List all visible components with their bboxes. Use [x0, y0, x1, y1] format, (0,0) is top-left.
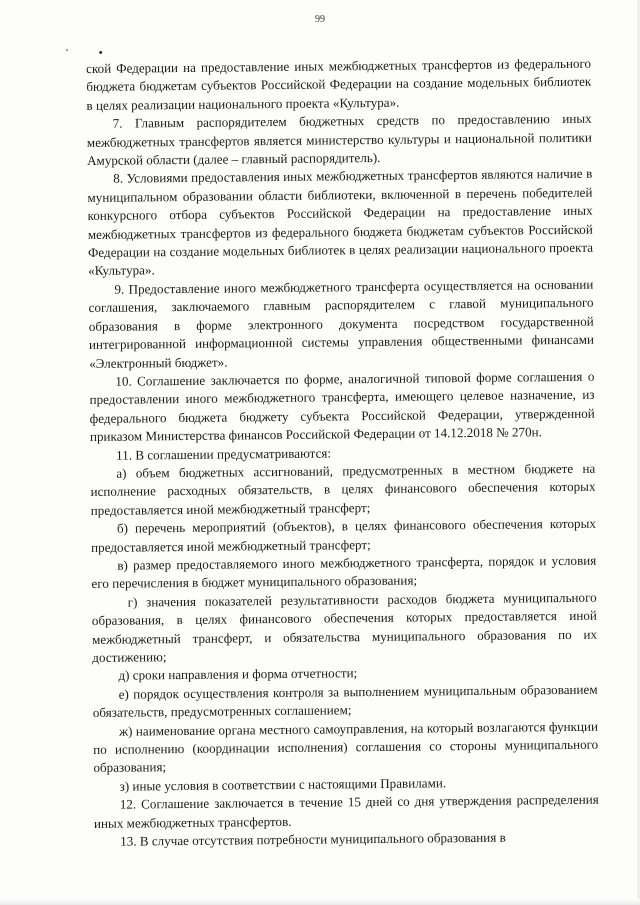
paragraph-8: 8. Условиями предоставления иных межбюджетных трансфертов являются наличие в муниципальном образовании области библиотеки, включенной в перечень победителей конкурсного отбора субъектов Российской Федерации на предоставление иных межбюджетных трансфертов из федерального бюджета бюджетам субъектов Российской Федерации на создание модельных библиотек в целях реализации национального проекта «Культура».	[87, 166, 594, 279]
paragraph-9: 9. Предоставление иного межбюджетного трансферта осуществляется на основании соглашения, заключаемого главным распорядителем с главой муниципального образования в форме электронного документа посредством государственной интегрированной информационной системы управления общественными финансами «Электронный бюджет».	[88, 276, 595, 371]
scan-edge-bottom	[0, 899, 640, 905]
list-item-v: в) размер предоставляемого иного межбюджетного трансферта, порядок и условия его перечисления в бюджет муниципального образования;	[91, 552, 597, 592]
paragraph-11: 11. В соглашении предусматриваются:	[116, 444, 332, 463]
list-item-z: з) иные условия в соответствии с настоящими Правилами.	[119, 775, 447, 794]
paragraph-continuation: ской Федерации на предоставление иных межбюджетных трансфертов из федерального бюджета бюджетам субъектов Российской Федерации на создание модельных библиотек в целях реализации национального проекта «Культура».	[86, 55, 592, 113]
margin-mark-dot: •	[98, 47, 103, 59]
paragraph-10: 10. Соглашение заключается по форме, аналогичной типовой форме соглашения о предоставлении иного межбюджетного трансферта, имеющего целевое назначение, из федерального бюджета бюджету субъекта Российской Федерации, утвержденной приказом Министерства финансов Российской Федерации от 14.12.2018 № 270н.	[89, 368, 595, 445]
list-item-e: е) порядок осуществления контроля за выполнением муниципальным образованием обязательств, предусмотренных соглашением;	[92, 681, 598, 721]
paragraph-12: 12. Соглашение заключается в течение 15 дней со дня утверждения распределения иных межбюджетных трансфертов.	[93, 791, 599, 831]
paragraph-13: 13. В случае отсутствия потребности муниципального образования в	[120, 829, 506, 849]
list-item-b: б) перечень мероприятий (объектов), в целях финансового обеспечения которых предоставляется иной межбюджетный трансферт;	[91, 515, 596, 555]
margin-mark-tick: '	[66, 47, 68, 59]
paragraph-7: 7. Главным распорядителем бюджетных средств по предоставлению иных межбюджетных трансфертов является министерство культуры и национальной политики Амурской области (далее – главный распорядитель).	[86, 110, 592, 169]
document-body	[86, 55, 599, 852]
list-item-g: г) значения показателей результативности расходов бюджета муниципального образования, в целях финансового обеспечения которых предоставляется иной межбюджетный трансферт, и обязательства муниципального образования по их достижению;	[91, 589, 598, 665]
list-item-a: а) объем бюджетных ассигнований, предусмотренных в местном бюджете на исполнение расходных обязательств, в целях финансового обеспечения которых предоставляется иной межбюджетный трансферт;	[90, 460, 596, 518]
page-number: 99	[315, 14, 325, 25]
list-item-zh: ж) наименование органа местного самоуправления, на который возлагаются функции по исполнению (координации исполнения) соглашения со стороны муниципального образования;	[93, 718, 599, 776]
margin-marks	[66, 47, 103, 59]
list-item-d: д) сроки направления и форма отчетности;	[118, 665, 358, 684]
